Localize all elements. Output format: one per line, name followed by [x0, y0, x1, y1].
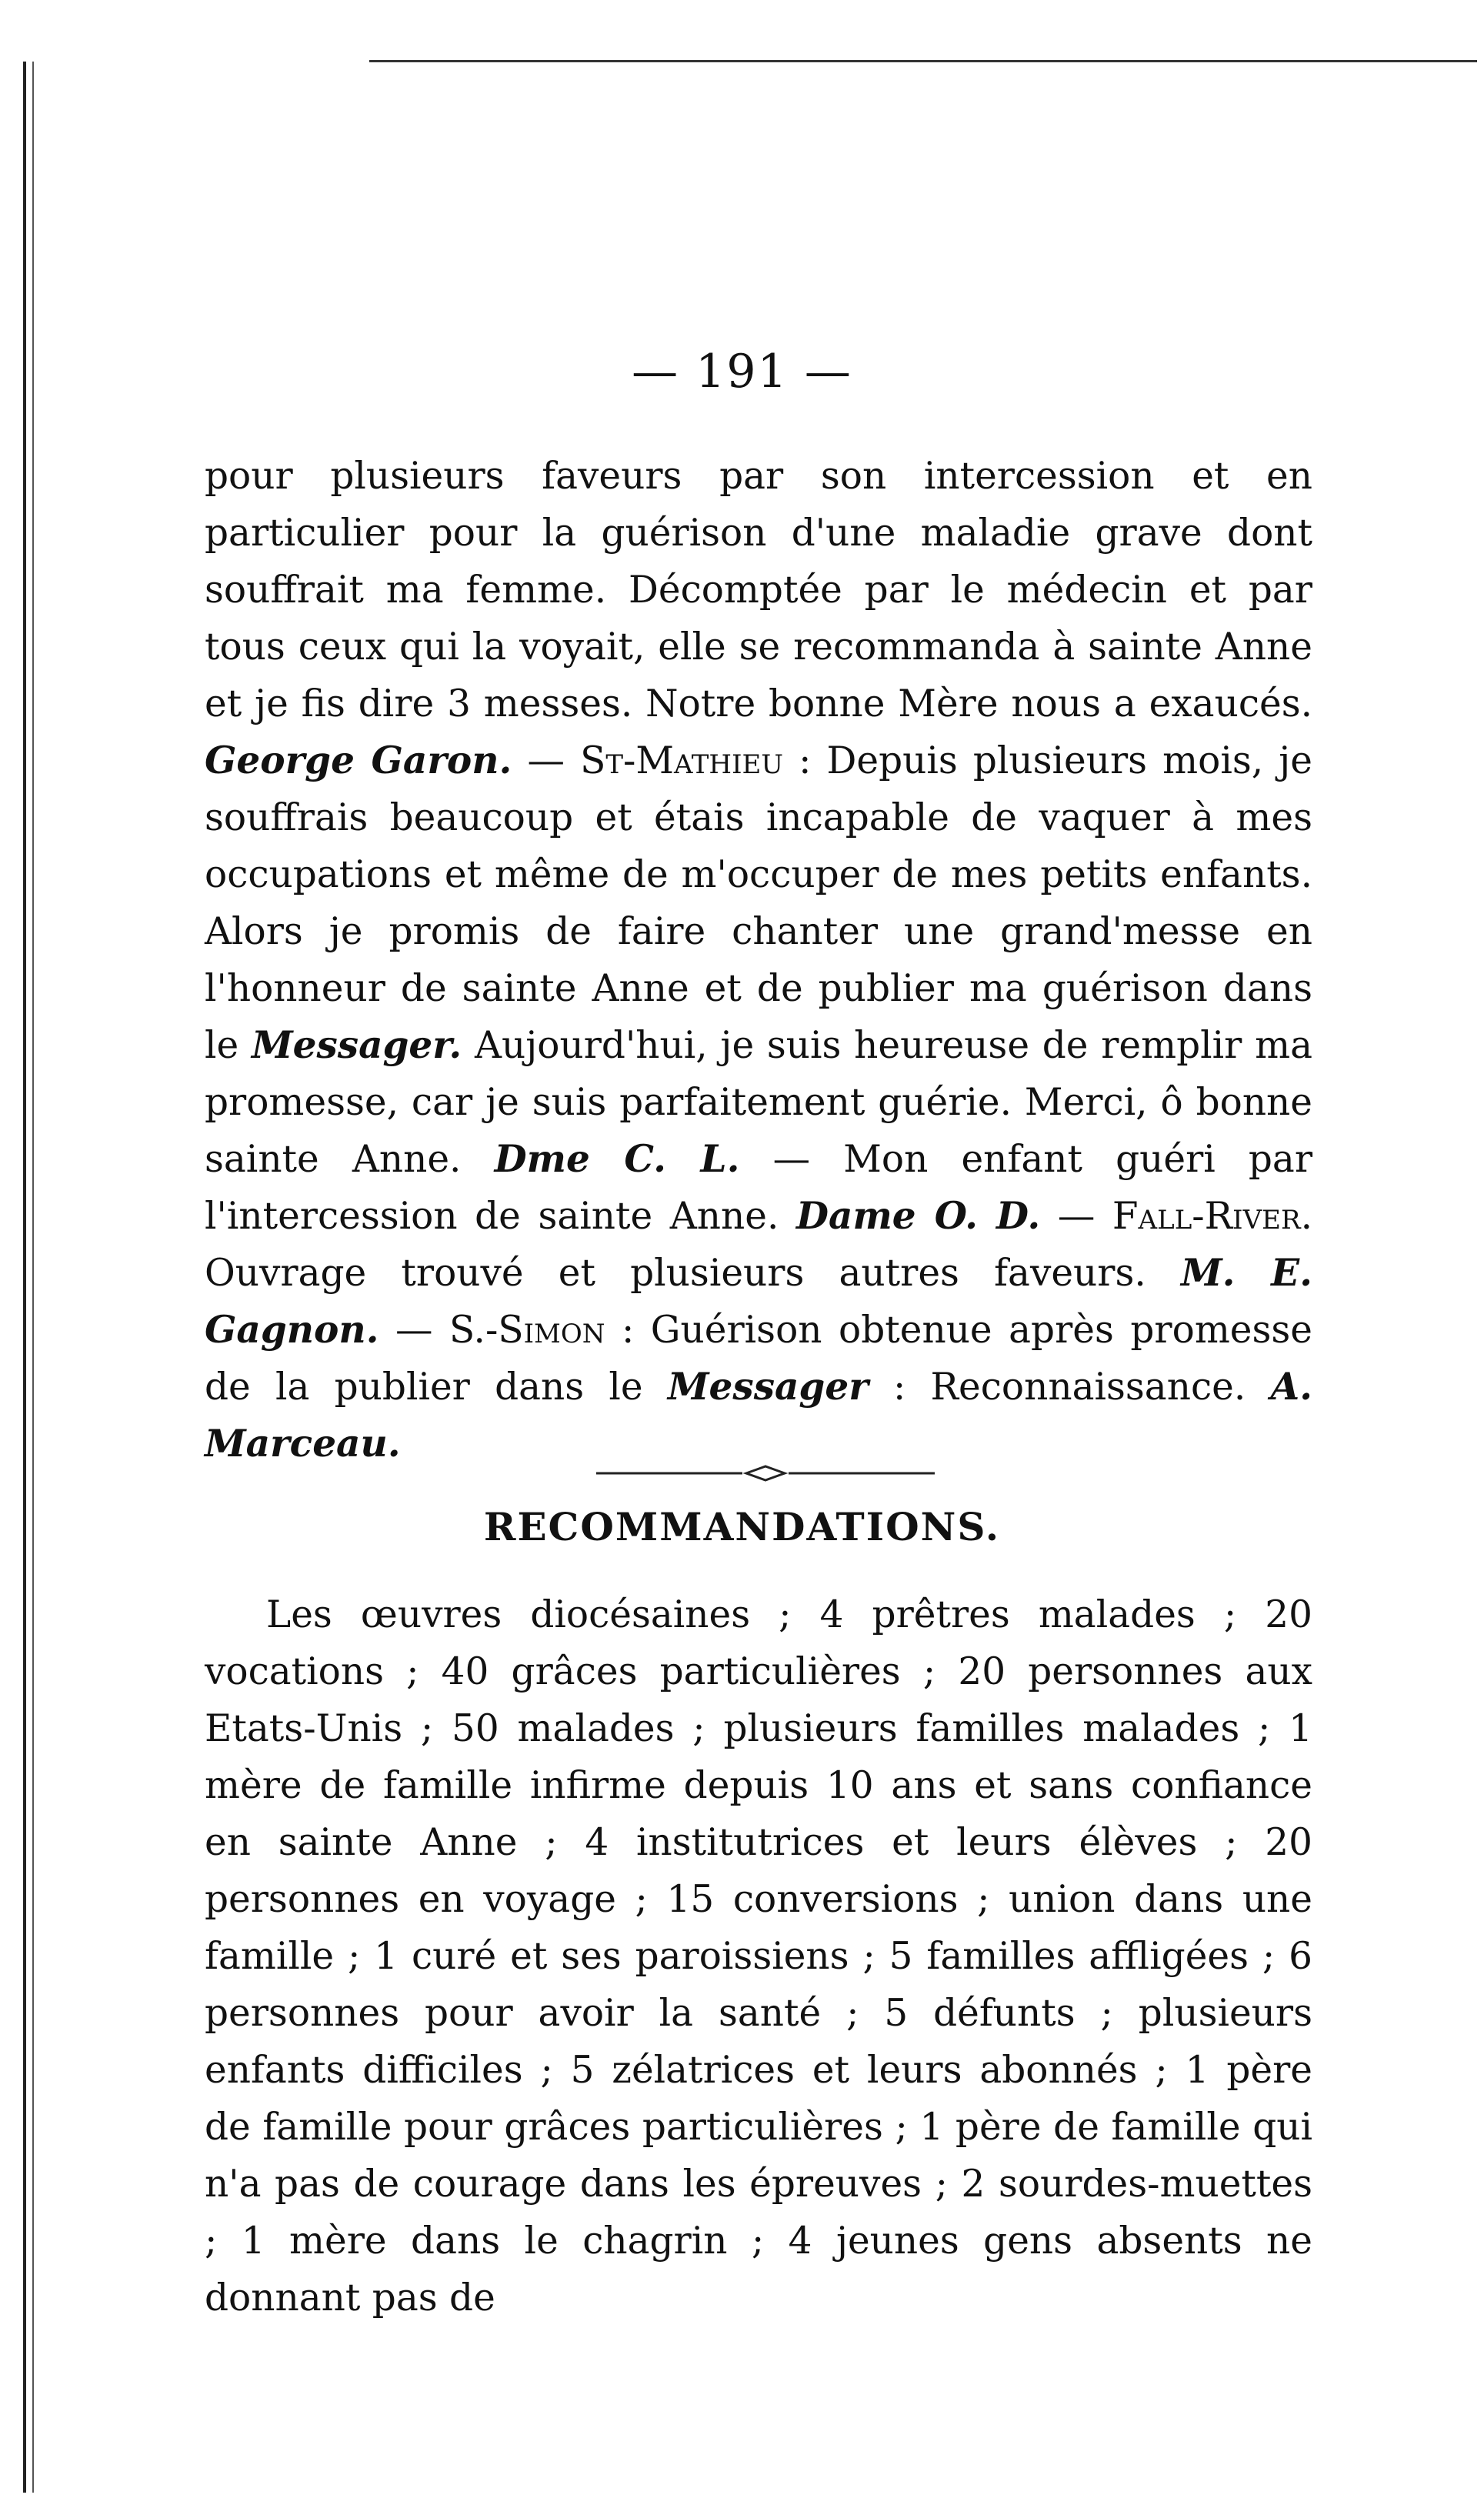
recommendations-text	[205, 1586, 1312, 2326]
place-name: S.-Simon	[449, 1309, 605, 1352]
recommendations-paragraph: Les œuvres diocésaines ; 4 prêtres malades ; 20 vocations ; 40 grâces particulières ; 20 personnes aux Etats-Unis ; 50 malades ; plusieurs familles malades ; 1 mère de famille infirme depuis 10 ans et sans confiance en sainte Anne ; 4 institutrices et leurs élèves ; 20 personnes en voyage ; 15 conversions ; union dans une famille ; 1 curé et ses paroissiens ; 5 familles affligées ; 6 personnes pour avoir la santé ; 5 défunts ; plusieurs enfants difficiles ; 5 zélatrices et leurs abonnés ; 1 père de famille pour grâces particulières ; 1 père de famille qui n'a pas de courage dans les épreuves ; 2 sourdes-muettes ; 1 mère dans le chagrin ; 4 jeunes gens absents ne donnant pas de	[205, 1593, 1312, 2320]
place-name: Fall-River.	[1112, 1195, 1312, 1238]
author-signature: Dme C. L.	[494, 1137, 740, 1181]
author-signature: George Garon.	[205, 739, 512, 782]
testimonials-text	[205, 448, 1312, 1472]
testimonials-paragraph	[205, 448, 1312, 1472]
place-name: St-Mathieu	[580, 739, 783, 782]
journal-title: Messager	[667, 1365, 869, 1409]
text-segment: pour plusieurs faveurs par son intercession et en particulier pour la guérison d'une maladie grave dont souffrait ma femme. Décomptée par le médecin et par tous ceux qui la voyait, elle se recommanda à sainte Anne et je fis dire 3 messes. Notre bonne Mère nous a exaucés.	[205, 455, 1312, 725]
text-segment: Aujourd'hui, je suis heureuse de remplir ma promesse, car je suis parfaitement guérie. Merci, ô bonne sainte Anne.	[205, 1024, 1312, 1181]
text-segment: Ouvrage trouvé et plusieurs autres faveurs.	[205, 1252, 1181, 1295]
top-scan-rule	[369, 60, 1477, 62]
dash-separator: —	[512, 739, 581, 782]
section-separator-ornament	[596, 1462, 935, 1485]
author-signature: Dame O. D.	[795, 1194, 1041, 1238]
dash-separator: —	[379, 1309, 450, 1352]
text-segment: : Depuis plusieurs mois, je souffrais beaucoup et étais incapable de vaquer à mes occupations et même de m'occuper de mes petits enfants. Alors je promis de faire chanter une grand'messe en l'honneur de sainte Anne et de publier ma guérison dans le	[205, 739, 1312, 1067]
journal-title: Messager.	[251, 1023, 462, 1067]
text-segment: — Mon enfant guéri par l'intercession de sainte Anne.	[205, 1138, 1313, 1238]
author-signature: M. E. Gagnon.	[205, 1251, 1313, 1352]
dash-separator: —	[1040, 1195, 1112, 1238]
text-segment: : Reconnaissance.	[868, 1366, 1271, 1409]
section-heading: RECOMMANDATIONS.	[483, 1504, 1001, 1549]
author-signature: A. Marceau.	[205, 1365, 1312, 1466]
page-binding-edge	[23, 62, 34, 2493]
page-number: — 191 —	[632, 345, 852, 399]
text-segment: : Guérison obtenue après promesse de la publier dans le	[205, 1309, 1312, 1409]
